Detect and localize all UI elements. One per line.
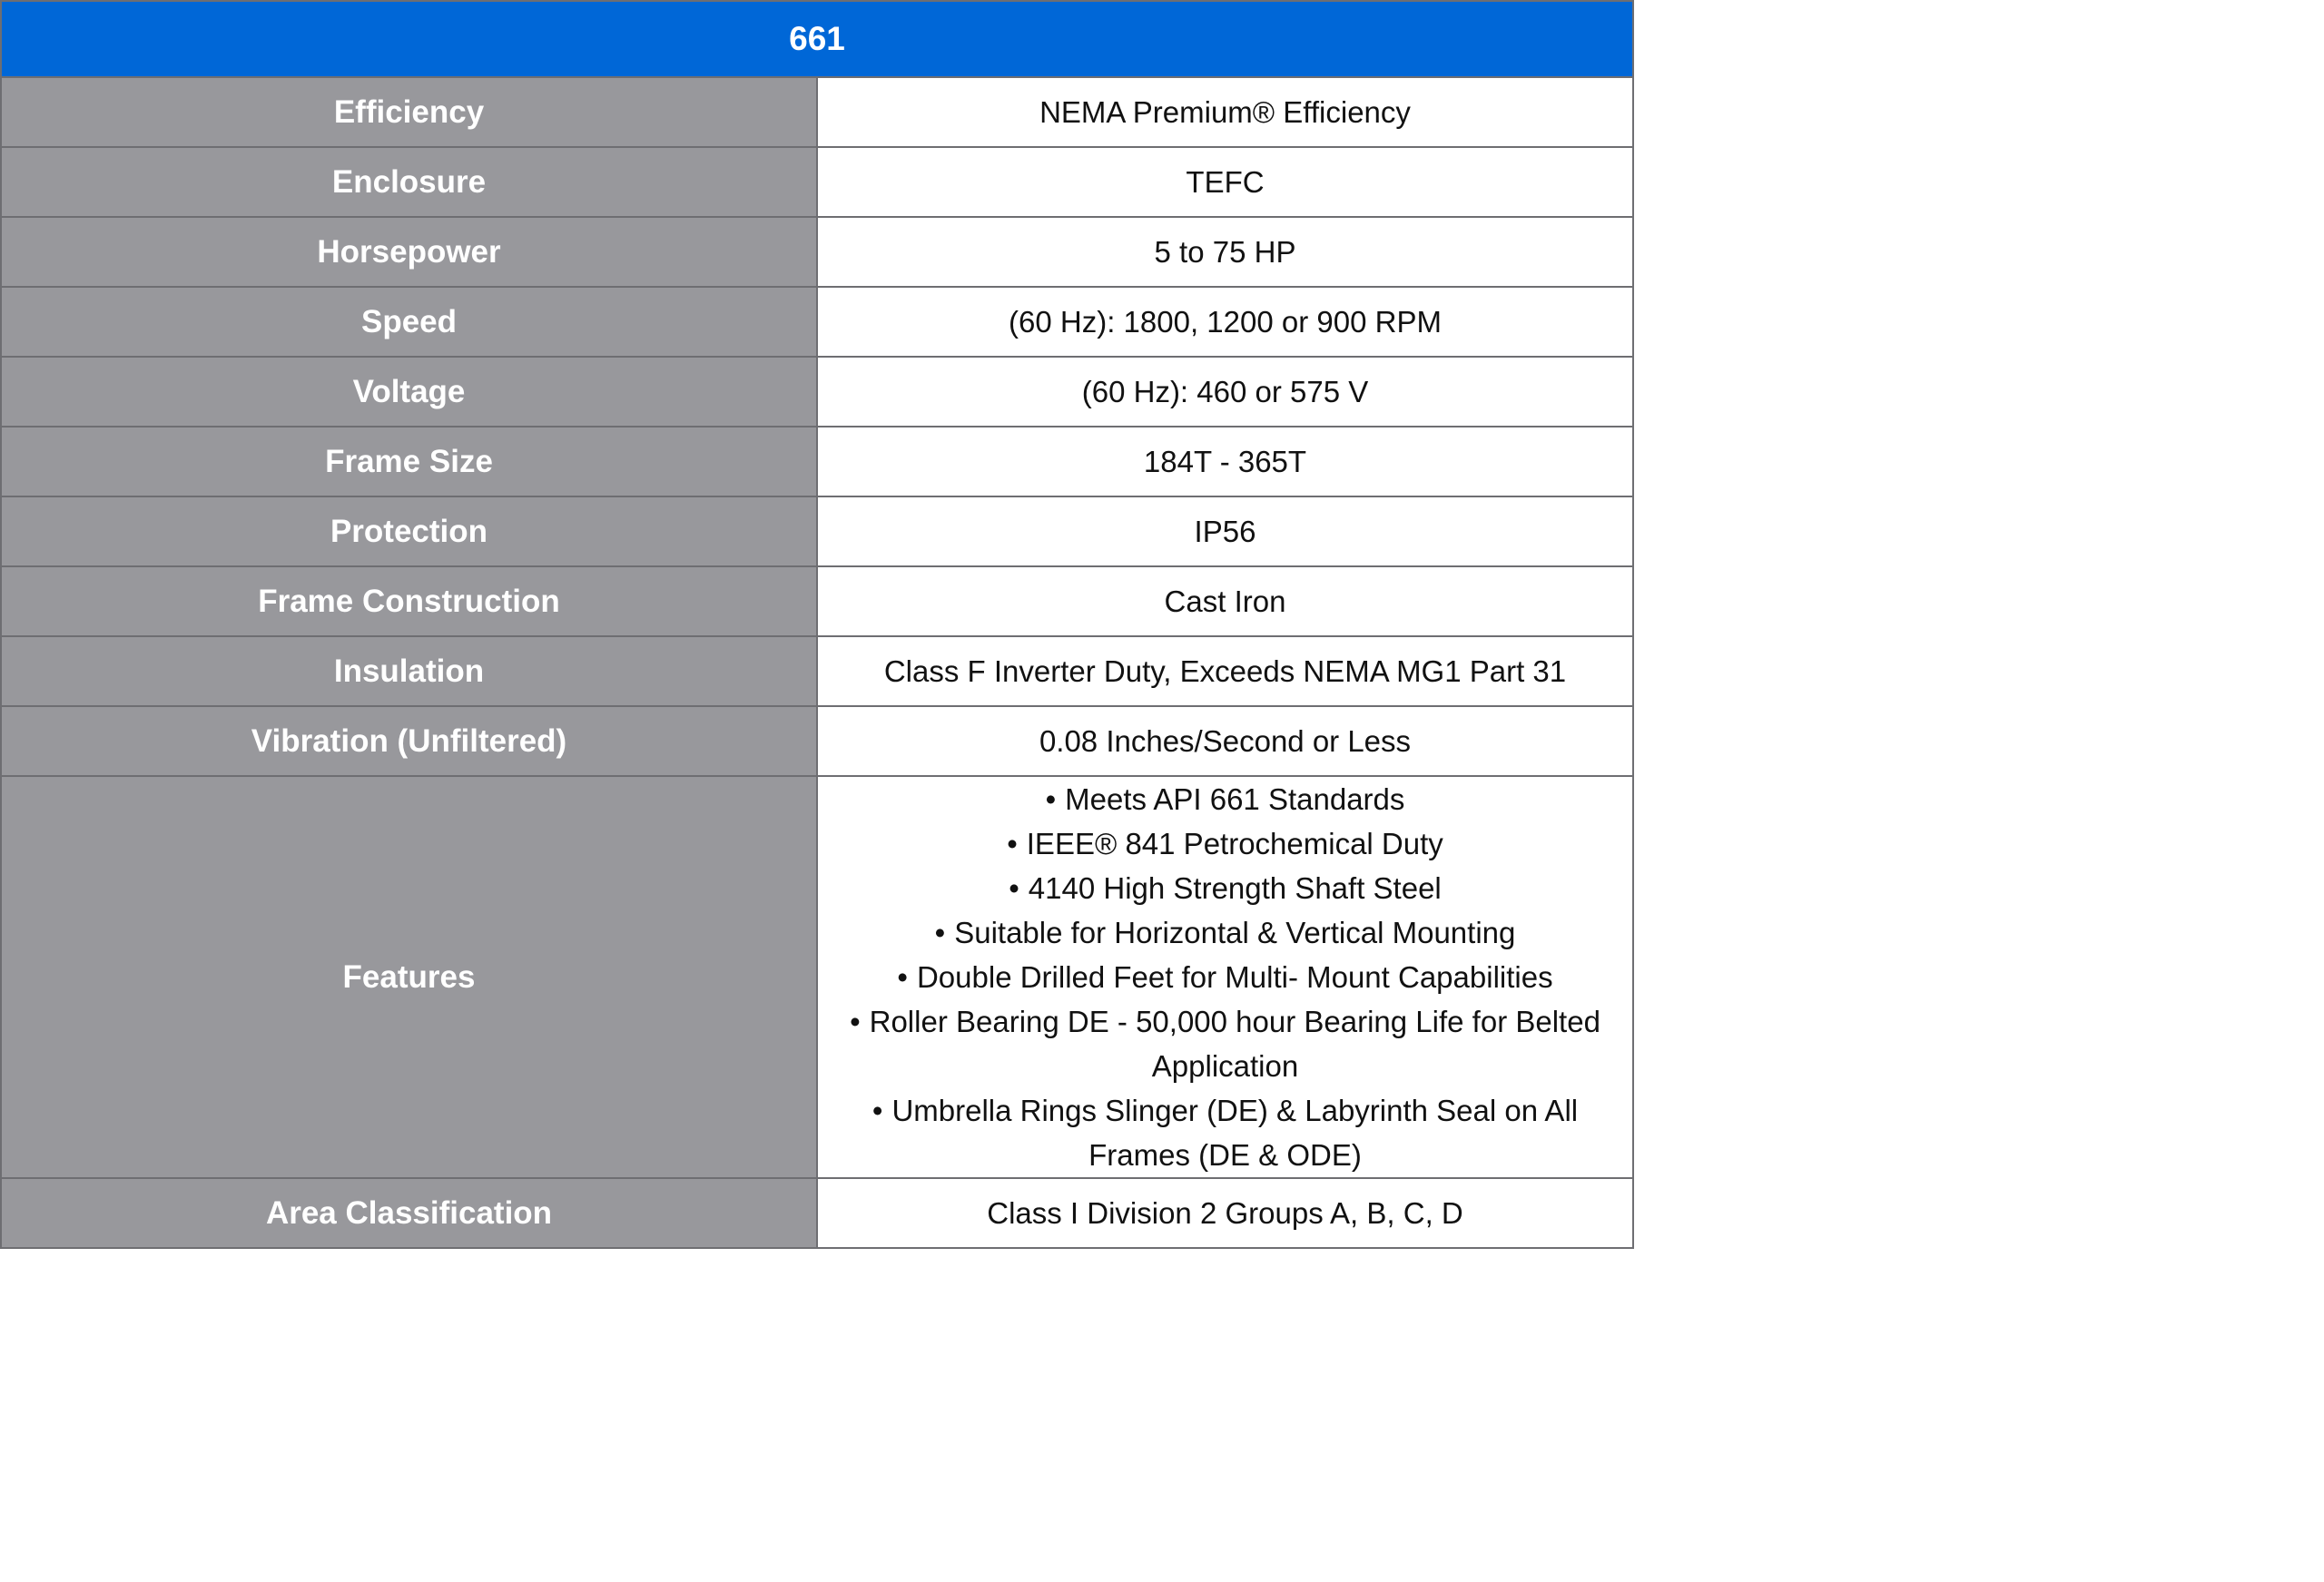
table-row	[1, 1178, 1633, 1248]
row-value: 184T - 365T	[817, 427, 1633, 496]
feature-item	[818, 777, 1632, 821]
feature-text: Roller Bearing DE - 50,000 hour Bearing Life for Belted Application	[869, 1005, 1600, 1083]
table-row	[1, 566, 1633, 636]
bullet-icon: •	[897, 960, 908, 994]
row-label: Efficiency	[1, 77, 817, 147]
row-label: Enclosure	[1, 147, 817, 217]
table-row	[1, 706, 1633, 776]
row-value: Cast Iron	[817, 566, 1633, 636]
table-row	[1, 357, 1633, 427]
row-value: Class F Inverter Duty, Exceeds NEMA MG1 Part 31	[817, 636, 1633, 706]
bullet-icon: •	[872, 1094, 883, 1127]
features-cell	[817, 776, 1633, 1178]
feature-text: Umbrella Rings Slinger (DE) & Labyrinth Seal on All Frames (DE & ODE)	[891, 1094, 1579, 1172]
row-label: Vibration (Unfiltered)	[1, 706, 817, 776]
feature-text: IEEE® 841 Petrochemical Duty	[1026, 827, 1443, 860]
row-value: (60 Hz): 460 or 575 V	[817, 357, 1633, 427]
row-label: Voltage	[1, 357, 817, 427]
features-list	[818, 777, 1632, 1177]
row-value: (60 Hz): 1800, 1200 or 900 RPM	[817, 287, 1633, 357]
row-label: Frame Construction	[1, 566, 817, 636]
table-row	[1, 287, 1633, 357]
row-value: Class I Division 2 Groups A, B, C, D	[817, 1178, 1633, 1248]
bullet-icon: •	[850, 1005, 861, 1038]
row-label: Area Classification	[1, 1178, 817, 1248]
row-value: NEMA Premium® Efficiency	[817, 77, 1633, 147]
table-row	[1, 636, 1633, 706]
feature-text: Meets API 661 Standards	[1065, 782, 1405, 816]
features-label: Features	[1, 776, 817, 1178]
table-row	[1, 147, 1633, 217]
feature-item	[818, 910, 1632, 955]
feature-item	[818, 955, 1632, 999]
table-row	[1, 77, 1633, 147]
row-label: Insulation	[1, 636, 817, 706]
bullet-icon: •	[1009, 871, 1019, 905]
row-label: Speed	[1, 287, 817, 357]
row-label: Horsepower	[1, 217, 817, 287]
row-value: 5 to 75 HP	[817, 217, 1633, 287]
feature-item	[818, 1088, 1632, 1177]
row-label: Frame Size	[1, 427, 817, 496]
row-label: Protection	[1, 496, 817, 566]
bullet-icon: •	[1007, 827, 1018, 860]
bullet-icon: •	[1045, 782, 1057, 816]
table-row	[1, 496, 1633, 566]
feature-item	[818, 866, 1632, 910]
row-value: TEFC	[817, 147, 1633, 217]
row-value: 0.08 Inches/Second or Less	[817, 706, 1633, 776]
features-row	[1, 776, 1633, 1178]
feature-text: Suitable for Horizontal & Vertical Mounting	[954, 916, 1516, 949]
feature-text: 4140 High Strength Shaft Steel	[1028, 871, 1442, 905]
feature-text: Double Drilled Feet for Multi- Mount Capabilities	[916, 960, 1553, 994]
bullet-icon: •	[934, 916, 946, 949]
feature-item	[818, 999, 1632, 1088]
table-row	[1, 217, 1633, 287]
feature-item	[818, 821, 1632, 866]
table-title: 661	[1, 1, 1633, 77]
row-value: IP56	[817, 496, 1633, 566]
table-row	[1, 427, 1633, 496]
table-header-row	[1, 1, 1633, 77]
